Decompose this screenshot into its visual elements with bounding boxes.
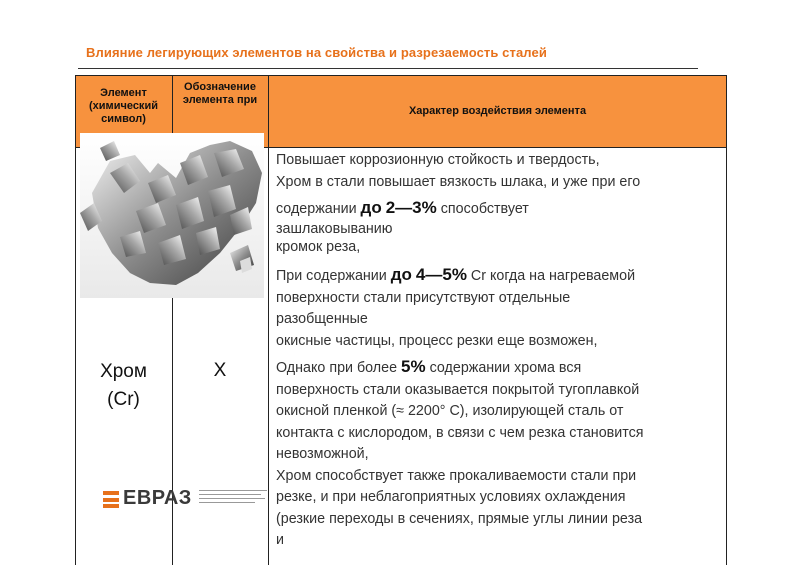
effect-line-5: кромок реза, — [276, 238, 361, 255]
effect-line-9: окисные частицы, процесс резки еще возможен, — [276, 332, 598, 349]
effect-line-3: содержании до 2—3% способствует — [276, 198, 529, 217]
header-element: Элемент (химический символ) — [75, 75, 172, 147]
effect-line-18: и — [276, 532, 284, 548]
effect-line-12: окисной пленкой (≈ 2200° С), изолирующей сталь от — [276, 403, 624, 419]
element-symbol: (Cr) — [107, 389, 140, 410]
effect-line-14: невозможной, — [276, 446, 369, 462]
effect-line-15: Хром способствует также прокаливаемости стали при — [276, 467, 637, 484]
evraz-logo-icon — [103, 491, 119, 508]
title-divider — [78, 68, 698, 69]
header-effect: Характер воздействия элемента — [268, 75, 727, 147]
table-border-right — [726, 75, 727, 565]
effect-line-13: контакта с кислородом, в связи с чем резка становится — [276, 424, 644, 441]
evraz-logo — [103, 487, 273, 513]
effect-line-17: (резкие переходы в сечениях, прямые углы линии реза — [276, 510, 643, 527]
slide-title: Влияние легирующих элементов на свойства и разрезаемость сталей — [86, 45, 547, 60]
logo-text: ЕВРАЗ — [123, 487, 192, 509]
element-designation: X — [213, 360, 227, 381]
table-border-left — [75, 75, 76, 565]
effect-line-6: При содержании до 4—5% Cr когда на нагреваемой — [276, 265, 636, 284]
chromium-crystals-image — [80, 133, 264, 298]
effect-line-4: зашлаковыванию — [276, 220, 393, 237]
logo-fine-print — [199, 490, 269, 510]
effect-line-8: разобщенные — [276, 311, 368, 327]
effect-line-11: поверхность стали оказывается покрытой тугоплавкой — [276, 381, 640, 398]
header-designation: Обозначение элемента при — [172, 75, 268, 147]
effect-line-7: поверхности стали присутствуют отдельные — [276, 289, 571, 306]
effect-line-16: резке, и при неблагоприятных условиях охлаждения — [276, 489, 626, 505]
effect-line-2: Хром в стали повышает вязкость шлака, и уже при его — [276, 173, 641, 190]
element-name-cell — [75, 358, 172, 414]
effect-line-1: Повышает коррозионную стойкость и твердость, — [276, 152, 600, 168]
effect-line-10: Однако при более 5% содержании хрома вся — [276, 357, 582, 376]
effect-description — [276, 150, 722, 552]
element-name: Хром — [100, 361, 147, 382]
